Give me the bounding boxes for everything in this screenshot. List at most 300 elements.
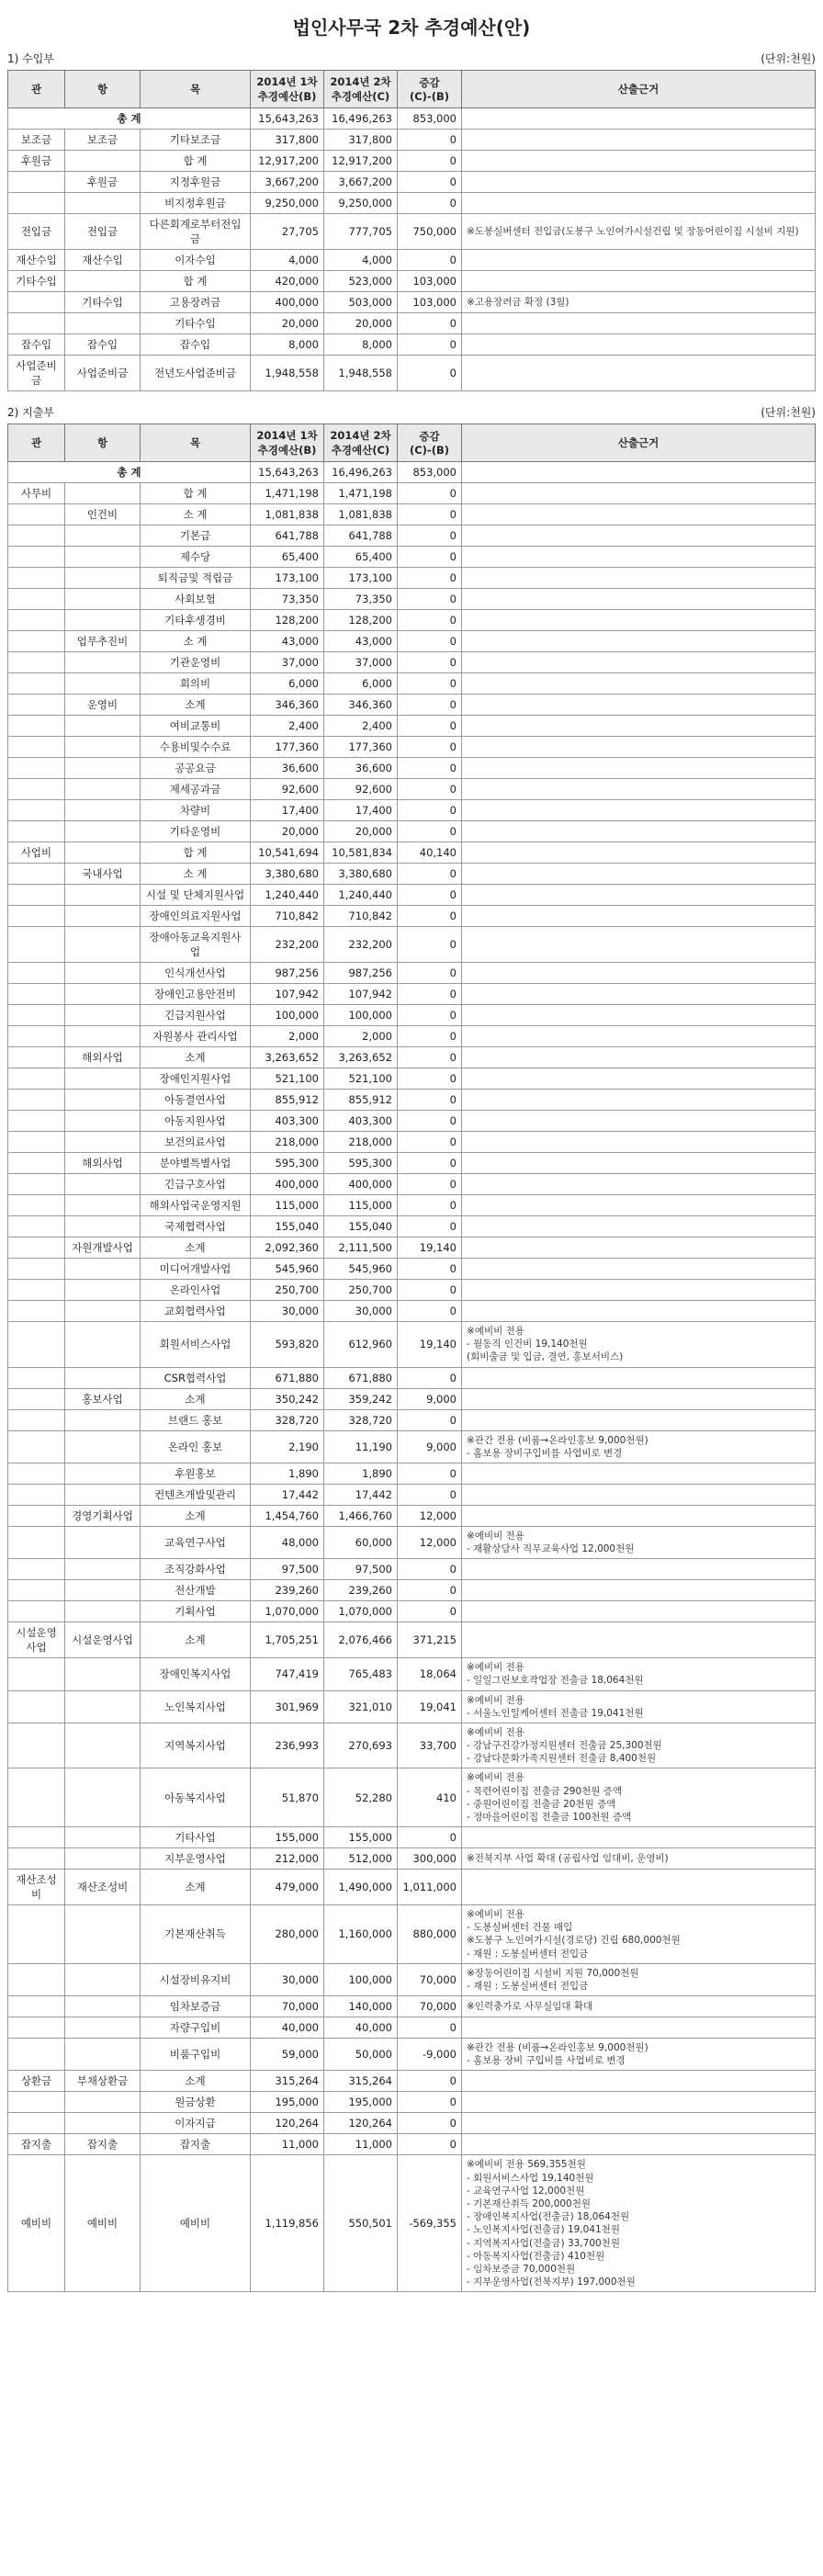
hang-cell	[65, 1026, 141, 1047]
hang-cell	[65, 1723, 141, 1768]
section2-unit: (단위:천원)	[761, 406, 816, 419]
budget-b-cell: 400,000	[251, 292, 324, 313]
gwan-cell	[8, 1174, 65, 1195]
diff-cell: 33,700	[398, 1723, 462, 1768]
mok-cell: 임차보증금	[141, 1996, 251, 2017]
hang-cell: 사업준비금	[65, 356, 141, 391]
hang-cell	[65, 1580, 141, 1601]
document-title: 법인사무국 2차 추경예산(안)	[292, 17, 531, 39]
budget-b-cell: 315,264	[251, 2071, 324, 2092]
table-row	[8, 1690, 816, 1723]
section2-header	[7, 404, 816, 420]
mok-cell: 장애아동교육지원사업	[141, 927, 251, 963]
budget-b-cell: 1,070,000	[251, 1601, 324, 1622]
gwan-cell	[8, 292, 65, 313]
table-row	[8, 1195, 816, 1216]
gwan-cell	[8, 525, 65, 547]
gwan-cell	[8, 1827, 65, 1848]
hang-cell	[65, 800, 141, 821]
total-c: 16,496,263	[324, 108, 398, 130]
note-cell	[462, 1090, 816, 1111]
note-cell	[462, 1505, 816, 1526]
note-cell	[462, 313, 816, 334]
mok-cell: 소계	[141, 1505, 251, 1526]
note-cell	[462, 758, 816, 779]
column-header: 관	[8, 71, 65, 108]
diff-cell: 0	[398, 737, 462, 758]
table-row	[8, 1409, 816, 1430]
note-cell	[462, 130, 816, 151]
table-row	[8, 1367, 816, 1388]
budget-b-cell: 400,000	[251, 1174, 324, 1195]
diff-cell: 0	[398, 1174, 462, 1195]
hang-cell	[65, 193, 141, 214]
diff-cell: 0	[398, 1068, 462, 1090]
budget-c-cell: 3,380,680	[324, 864, 398, 885]
budget-c-cell: 4,000	[324, 250, 398, 271]
table-row	[8, 525, 816, 547]
budget-b-cell: 671,880	[251, 1367, 324, 1388]
diff-cell: 0	[398, 1153, 462, 1174]
budget-c-cell: 855,912	[324, 1090, 398, 1111]
budget-c-cell: 1,948,558	[324, 356, 398, 391]
hang-cell	[65, 1905, 141, 1964]
mok-cell: 아동지원사업	[141, 1111, 251, 1132]
gwan-cell	[8, 1723, 65, 1768]
budget-c-cell: 595,300	[324, 1153, 398, 1174]
table-row	[8, 821, 816, 842]
gwan-cell: 사업비	[8, 842, 65, 864]
hang-cell	[65, 1430, 141, 1463]
note-cell	[462, 800, 816, 821]
diff-cell: 0	[398, 779, 462, 800]
mok-cell: 시설 및 단체지원사업	[141, 885, 251, 906]
gwan-cell	[8, 716, 65, 737]
hang-cell: 업무추진비	[65, 631, 141, 652]
gwan-cell	[8, 2017, 65, 2039]
budget-c-cell: 20,000	[324, 313, 398, 334]
gwan-cell: 시설운영사업	[8, 1622, 65, 1658]
gwan-cell	[8, 779, 65, 800]
hang-cell	[65, 842, 141, 864]
budget-b-cell: 350,242	[251, 1388, 324, 1409]
budget-c-cell: 115,000	[324, 1195, 398, 1216]
budget-c-cell: 97,500	[324, 1559, 398, 1580]
mok-cell: 회원서비스사업	[141, 1322, 251, 1368]
gwan-cell	[8, 906, 65, 927]
mok-cell: 자원봉사 관리사업	[141, 1026, 251, 1047]
budget-c-cell: 250,700	[324, 1280, 398, 1301]
gwan-cell	[8, 673, 65, 695]
budget-b-cell: 987,256	[251, 963, 324, 984]
budget-b-cell: 6,000	[251, 673, 324, 695]
diff-cell: 0	[398, 821, 462, 842]
total-diff: 853,000	[398, 462, 462, 483]
table-row	[8, 1237, 816, 1259]
hang-cell	[65, 1690, 141, 1723]
budget-b-cell: 10,541,694	[251, 842, 324, 864]
mok-cell: 국제협력사업	[141, 1216, 251, 1237]
diff-cell: 0	[398, 525, 462, 547]
note-cell: ※고용장려금 확정 (3월)	[462, 292, 816, 313]
budget-b-cell: 3,380,680	[251, 864, 324, 885]
hang-cell	[65, 2092, 141, 2113]
budget-c-cell: 11,000	[324, 2134, 398, 2155]
budget-c-cell: 43,000	[324, 631, 398, 652]
note-cell	[462, 525, 816, 547]
diff-cell: 19,140	[398, 1237, 462, 1259]
hang-cell	[65, 716, 141, 737]
diff-cell: 0	[398, 313, 462, 334]
diff-cell: 750,000	[398, 214, 462, 250]
table-row	[8, 2155, 816, 2292]
budget-b-cell: 236,993	[251, 1723, 324, 1768]
note-cell	[462, 1580, 816, 1601]
hang-cell	[65, 271, 141, 292]
note-cell	[462, 906, 816, 927]
table-row	[8, 2071, 816, 2092]
hang-cell	[65, 1195, 141, 1216]
table-row	[8, 1658, 816, 1690]
diff-cell: 0	[398, 1195, 462, 1216]
note-cell	[462, 1601, 816, 1622]
diff-cell: 0	[398, 1301, 462, 1322]
table-row	[8, 356, 816, 391]
note-cell	[462, 1409, 816, 1430]
budget-c-cell: 107,942	[324, 984, 398, 1005]
table-row	[8, 800, 816, 821]
hang-cell	[65, 589, 141, 610]
budget-b-cell: 479,000	[251, 1870, 324, 1905]
column-header: 관	[8, 424, 65, 462]
mok-cell: CSR협력사업	[141, 1367, 251, 1388]
hang-cell	[65, 984, 141, 1005]
gwan-cell	[8, 610, 65, 631]
table-row	[8, 271, 816, 292]
diff-cell: 19,041	[398, 1690, 462, 1723]
note-cell	[462, 1153, 816, 1174]
gwan-cell	[8, 568, 65, 589]
diff-cell: 0	[398, 716, 462, 737]
mok-cell: 소 계	[141, 504, 251, 525]
table-row	[8, 864, 816, 885]
budget-b-cell: 40,000	[251, 2017, 324, 2039]
note-cell: ※예비비 전용 - 강남구건강가정지원센터 전출금 25,300천원 - 강남다문화가족지원센터 전출금 8,400천원	[462, 1723, 816, 1768]
diff-cell: 1,011,000	[398, 1870, 462, 1905]
note-cell: ※장동어린이집 시설비 지원 70,000천원 - 재원 : 도봉실버센터 전입금	[462, 1963, 816, 1995]
hang-cell	[65, 151, 141, 172]
note-cell	[462, 2092, 816, 2113]
column-header: 증감 (C)-(B)	[398, 424, 462, 462]
budget-c-cell: 987,256	[324, 963, 398, 984]
budget-b-cell: 155,040	[251, 1216, 324, 1237]
budget-b-cell: 100,000	[251, 1005, 324, 1026]
gwan-cell	[8, 652, 65, 673]
budget-c-cell: 710,842	[324, 906, 398, 927]
table-row	[8, 1601, 816, 1622]
note-cell	[462, 1388, 816, 1409]
mok-cell: 장애인의료지원사업	[141, 906, 251, 927]
mok-cell: 합 계	[141, 842, 251, 864]
total-c: 16,496,263	[324, 462, 398, 483]
budget-c-cell: 173,100	[324, 568, 398, 589]
mok-cell: 보건의료사업	[141, 1132, 251, 1153]
mok-cell: 장애인고용안전비	[141, 984, 251, 1005]
gwan-cell: 사업준비금	[8, 356, 65, 391]
section2-label: 2) 지출부	[7, 406, 54, 419]
column-header: 2014년 2차 추경예산(C)	[324, 424, 398, 462]
diff-cell: 0	[398, 2092, 462, 2113]
diff-cell: 0	[398, 2017, 462, 2039]
budget-c-cell: 52,280	[324, 1768, 398, 1827]
note-cell: ※전북지부 사업 확대 (공립사업 임대비, 운영비)	[462, 1848, 816, 1870]
hang-cell: 시설운영사업	[65, 1622, 141, 1658]
table-row	[8, 1068, 816, 1090]
mok-cell: 비품구입비	[141, 2039, 251, 2071]
hang-cell	[65, 1259, 141, 1280]
budget-c-cell: 671,880	[324, 1367, 398, 1388]
diff-cell: 0	[398, 1463, 462, 1484]
note-cell	[462, 984, 816, 1005]
table-row	[8, 172, 816, 193]
note-cell	[462, 963, 816, 984]
budget-c-cell: 612,960	[324, 1322, 398, 1368]
diff-cell: 9,000	[398, 1388, 462, 1409]
hang-cell: 후원금	[65, 172, 141, 193]
diff-cell: 0	[398, 568, 462, 589]
gwan-cell	[8, 1388, 65, 1409]
gwan-cell	[8, 193, 65, 214]
column-header: 2014년 1차 추경예산(B)	[251, 424, 324, 462]
total-b: 15,643,263	[251, 462, 324, 483]
gwan-cell	[8, 1090, 65, 1111]
hang-cell	[65, 547, 141, 568]
mok-cell: 소계	[141, 1388, 251, 1409]
note-cell	[462, 1870, 816, 1905]
budget-c-cell: 128,200	[324, 610, 398, 631]
diff-cell: 0	[398, 906, 462, 927]
gwan-cell	[8, 1153, 65, 1174]
budget-b-cell: 545,960	[251, 1259, 324, 1280]
table-row	[8, 695, 816, 716]
note-cell	[462, 737, 816, 758]
hang-cell	[65, 1463, 141, 1484]
budget-b-cell: 250,700	[251, 1280, 324, 1301]
budget-c-cell: 1,471,198	[324, 483, 398, 504]
mok-cell: 소계	[141, 1237, 251, 1259]
table-row	[8, 1216, 816, 1237]
column-header: 목	[141, 424, 251, 462]
gwan-cell	[8, 1601, 65, 1622]
diff-cell: 0	[398, 1559, 462, 1580]
diff-cell: 0	[398, 130, 462, 151]
diff-cell: 0	[398, 673, 462, 695]
hang-cell	[65, 1601, 141, 1622]
hang-cell	[65, 652, 141, 673]
budget-b-cell: 239,260	[251, 1580, 324, 1601]
budget-c-cell: 2,076,466	[324, 1622, 398, 1658]
table-row	[8, 130, 816, 151]
gwan-cell	[8, 1463, 65, 1484]
diff-cell: 0	[398, 864, 462, 885]
note-cell	[462, 1005, 816, 1026]
mok-cell: 지정후원금	[141, 172, 251, 193]
note-cell	[462, 1047, 816, 1068]
budget-c-cell: 12,917,200	[324, 151, 398, 172]
gwan-cell	[8, 1195, 65, 1216]
table-row	[8, 214, 816, 250]
hang-cell	[65, 1174, 141, 1195]
budget-b-cell: 115,000	[251, 1195, 324, 1216]
budget-c-cell: 100,000	[324, 1005, 398, 1026]
budget-b-cell: 70,000	[251, 1996, 324, 2017]
hang-cell	[65, 1526, 141, 1558]
budget-b-cell: 346,360	[251, 695, 324, 716]
income-header-row	[8, 71, 816, 108]
budget-b-cell: 65,400	[251, 547, 324, 568]
expense-header-row	[8, 424, 816, 462]
hang-cell	[65, 1996, 141, 2017]
budget-b-cell: 2,400	[251, 716, 324, 737]
note-cell	[462, 821, 816, 842]
table-row	[8, 151, 816, 172]
mok-cell: 예비비	[141, 2155, 251, 2292]
table-row	[8, 737, 816, 758]
total-b: 15,643,263	[251, 108, 324, 130]
gwan-cell	[8, 1690, 65, 1723]
diff-cell: 18,064	[398, 1658, 462, 1690]
budget-b-cell: 128,200	[251, 610, 324, 631]
budget-c-cell: 177,360	[324, 737, 398, 758]
table-row	[8, 313, 816, 334]
diff-cell: 0	[398, 1259, 462, 1280]
mok-cell: 합 계	[141, 483, 251, 504]
budget-c-cell: 403,300	[324, 1111, 398, 1132]
diff-cell: 880,000	[398, 1905, 462, 1964]
note-cell: ※예비비 전용 - 목련어린이집 전출금 290천원 증액 - 중원어린이집 전출금 20천원 증액 - 정마을어린이집 전출금 100천원 증액	[462, 1768, 816, 1827]
mok-cell: 지부운영사업	[141, 1848, 251, 1870]
note-cell	[462, 673, 816, 695]
note-cell	[462, 356, 816, 391]
budget-c-cell: 11,190	[324, 1430, 398, 1463]
note-cell	[462, 1301, 816, 1322]
budget-c-cell: 315,264	[324, 2071, 398, 2092]
table-row	[8, 963, 816, 984]
table-row	[8, 1526, 816, 1558]
budget-b-cell: 1,705,251	[251, 1622, 324, 1658]
gwan-cell	[8, 1301, 65, 1322]
table-row	[8, 1505, 816, 1526]
budget-c-cell: 92,600	[324, 779, 398, 800]
table-row	[8, 1026, 816, 1047]
budget-b-cell: 3,667,200	[251, 172, 324, 193]
note-cell: ※관간 전용 (비품→온라인홍보 9,000천원) - 홈보용 장비구입비를 사업비로 변경	[462, 1430, 816, 1463]
table-row	[8, 1768, 816, 1827]
diff-cell: 0	[398, 483, 462, 504]
diff-cell: 0	[398, 193, 462, 214]
diff-cell: 0	[398, 589, 462, 610]
budget-c-cell: 777,705	[324, 214, 398, 250]
budget-b-cell: 301,969	[251, 1690, 324, 1723]
table-row	[8, 2092, 816, 2113]
note-cell	[462, 1026, 816, 1047]
note-cell	[462, 172, 816, 193]
document-page	[7, 0, 816, 2292]
gwan-cell	[8, 1484, 65, 1505]
mok-cell: 전년도사업준비금	[141, 356, 251, 391]
mok-cell: 기타운영비	[141, 821, 251, 842]
hang-cell	[65, 779, 141, 800]
budget-c-cell: 346,360	[324, 695, 398, 716]
hang-cell	[65, 1280, 141, 1301]
mok-cell: 합 계	[141, 271, 251, 292]
note-cell: ※예비비 전용 - 월동직 인건비 19,140천원 (회비출금 및 입금, 결연, 홍보서비스)	[462, 1322, 816, 1368]
income-table	[7, 70, 816, 391]
budget-b-cell: 20,000	[251, 313, 324, 334]
gwan-cell	[8, 864, 65, 885]
mok-cell: 기타사업	[141, 1827, 251, 1848]
diff-cell: 0	[398, 2071, 462, 2092]
table-row	[8, 1848, 816, 1870]
budget-c-cell: 317,800	[324, 130, 398, 151]
budget-c-cell: 1,466,760	[324, 1505, 398, 1526]
hang-cell	[65, 2039, 141, 2071]
budget-b-cell: 92,600	[251, 779, 324, 800]
budget-c-cell: 400,000	[324, 1174, 398, 1195]
mok-cell: 노인복지사업	[141, 1690, 251, 1723]
note-cell	[462, 1559, 816, 1580]
table-row	[8, 1322, 816, 1368]
budget-c-cell: 1,240,440	[324, 885, 398, 906]
mok-cell: 차량비	[141, 800, 251, 821]
gwan-cell	[8, 1430, 65, 1463]
budget-b-cell: 232,200	[251, 927, 324, 963]
hang-cell	[65, 1827, 141, 1848]
hang-cell	[65, 1068, 141, 1090]
budget-b-cell: 218,000	[251, 1132, 324, 1153]
hang-cell: 잡지출	[65, 2134, 141, 2155]
table-row	[8, 568, 816, 589]
table-row	[8, 1463, 816, 1484]
budget-b-cell: 1,081,838	[251, 504, 324, 525]
gwan-cell	[8, 800, 65, 821]
budget-c-cell: 2,400	[324, 716, 398, 737]
diff-cell: 0	[398, 1005, 462, 1026]
hang-cell: 재산수입	[65, 250, 141, 271]
table-row	[8, 1132, 816, 1153]
table-row	[8, 842, 816, 864]
gwan-cell	[8, 1367, 65, 1388]
table-row	[8, 984, 816, 1005]
note-cell: ※예비비 전용 569,355천원 - 회원서비스사업 19,140천원 - 교육연구사업 12,000천원 - 기본재산취득 200,000천원 - 장애인복지사업(전출금) 18,064천원 - 노인복지사업(전출금) 19,041천원 - 지역복지사업(전출금) 33,700천원 - 아동복지사업(전출금) 410천원 - 임차보증금 70,000천원 - 지부운영사업(전북지부) 197,000천원	[462, 2155, 816, 2292]
budget-c-cell: 328,720	[324, 1409, 398, 1430]
table-row	[8, 1484, 816, 1505]
note-cell: ※관간 전용 (비품→온라인홍보 9,000천원) - 홈보용 장비 구입비를 사업비로 변경	[462, 2039, 816, 2071]
hang-cell	[65, 313, 141, 334]
table-row	[8, 2039, 816, 2071]
gwan-cell	[8, 695, 65, 716]
note-cell	[462, 1111, 816, 1132]
diff-cell: 0	[398, 963, 462, 984]
total-row	[8, 462, 816, 483]
hang-cell: 부채상환금	[65, 2071, 141, 2092]
note-cell	[462, 2134, 816, 2155]
mok-cell: 기관운영비	[141, 652, 251, 673]
mok-cell: 기본재산취득	[141, 1905, 251, 1964]
gwan-cell	[8, 1111, 65, 1132]
mok-cell: 제수당	[141, 547, 251, 568]
gwan-cell	[8, 1280, 65, 1301]
